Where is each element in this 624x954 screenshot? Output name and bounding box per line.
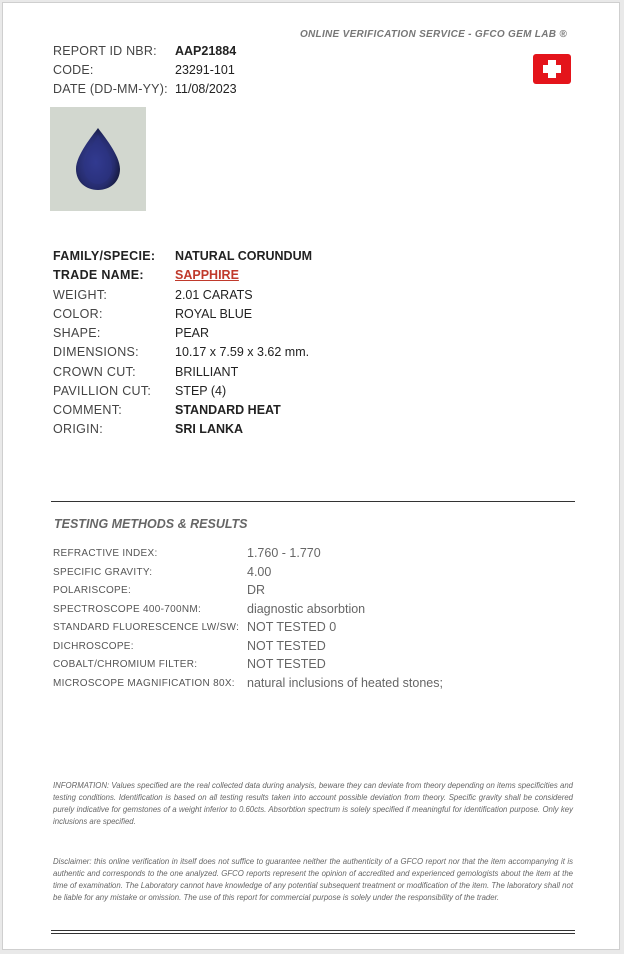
test-row — [53, 676, 443, 690]
code-label: CODE: — [53, 63, 94, 77]
test-row — [53, 602, 366, 616]
spec-value: STANDARD HEAT — [175, 403, 281, 417]
test-row — [53, 639, 326, 653]
spec-label: COLOR: — [53, 307, 103, 321]
test-label: SPECTROSCOPE 400-700NM: — [53, 604, 202, 615]
test-label: MICROSCOPE MAGNIFICATION 80X: — [53, 678, 235, 689]
spec-row-comment — [53, 403, 281, 417]
gem-photo — [50, 107, 146, 211]
divider — [51, 501, 575, 502]
spec-row-crown-cut — [53, 365, 238, 379]
swiss-flag-icon — [533, 54, 571, 84]
test-row — [53, 565, 272, 579]
spec-row-color — [53, 307, 252, 321]
report-page — [2, 2, 620, 950]
spec-row-weight — [53, 288, 253, 302]
test-row — [53, 620, 337, 634]
spec-row-origin — [53, 422, 243, 436]
spec-label: TRADE NAME: — [53, 268, 144, 282]
spec-label: SHAPE: — [53, 326, 101, 340]
spec-row-family — [53, 249, 312, 263]
code-value: 23291-101 — [175, 63, 235, 77]
spec-label: COMMENT: — [53, 403, 123, 417]
test-row — [53, 657, 326, 671]
pear-gem-image — [74, 127, 122, 191]
spec-row-trade-name — [53, 268, 239, 282]
report-id-value: AAP21884 — [175, 44, 237, 58]
spec-value: BRILLIANT — [175, 365, 239, 379]
spec-value: STEP (4) — [175, 384, 227, 398]
test-label: POLARISCOPE: — [53, 585, 132, 596]
report-id-row — [53, 44, 236, 58]
service-title: ONLINE VERIFICATION SERVICE - GFCO GEM LAB ® — [299, 29, 567, 40]
spec-value: 10.17 x 7.59 x 3.62 mm. — [175, 345, 310, 359]
spec-label: ORIGIN: — [53, 422, 104, 436]
spec-label: DIMENSIONS: — [53, 345, 139, 359]
test-row — [53, 546, 321, 560]
test-value: 1.760 - 1.770 — [247, 546, 321, 560]
test-label: COBALT/CHROMIUM FILTER: — [53, 659, 198, 670]
spec-label: CROWN CUT: — [53, 365, 136, 379]
spec-value: 2.01 CARATS — [175, 288, 253, 302]
test-label: REFRACTIVE INDEX: — [53, 548, 158, 559]
spec-label: WEIGHT: — [53, 288, 108, 302]
disclaimer-note: Disclaimer: this online verification in itself does not suffice to guarantee neither the authenticity of a GFCO report nor that the item accompanying it is authentic and corresponds to the one analyzed. GFCO reports represent the opinion of accredited and experienced gemologists about the item at the time of examination. The Laboratory cannot have knowledge of any potential subsequent treatment or modification of the item. The laboratory shall not be liable for any mistake or omission. The use of this report for commercial purpose is solely under the responsibility of the trader. — [53, 857, 573, 902]
test-value: NOT TESTED — [247, 639, 326, 653]
test-value: NOT TESTED 0 — [247, 620, 337, 634]
footer-rule — [51, 930, 575, 931]
information-note: INFORMATION: Values specified are the real collected data during analysis, beware they can deviate from theory depending on items specificities and testing conditions. Identification is based on all testing results taken into account possible deviation from theory. Specific gravity shall be considered purely indicative for gemstones of a weight inferior to 0.60cts. Absorbtion spectrum is solely specified if meaningful for identification purpose. Only key inclusions are specified. — [53, 781, 573, 826]
test-label: STANDARD FLUORESCENCE LW/SW: — [53, 622, 240, 633]
test-value: diagnostic absorbtion — [247, 602, 366, 616]
footer-rule — [51, 933, 575, 934]
spec-value: PEAR — [175, 326, 210, 340]
test-value: DR — [247, 583, 266, 597]
date-row — [53, 82, 237, 96]
test-value: 4.00 — [247, 565, 272, 579]
test-row — [53, 583, 266, 597]
spec-value: SRI LANKA — [175, 422, 244, 436]
section-title: TESTING METHODS & RESULTS — [54, 517, 248, 531]
test-label: DICHROSCOPE: — [53, 641, 134, 652]
test-value: NOT TESTED — [247, 657, 326, 671]
code-row — [53, 63, 235, 77]
spec-value: SAPPHIRE — [175, 268, 239, 282]
spec-row-pavillion-cut — [53, 384, 226, 398]
spec-row-shape — [53, 326, 209, 340]
test-label: SPECIFIC GRAVITY: — [53, 567, 153, 578]
date-value: 11/08/2023 — [175, 82, 237, 96]
report-id-label: REPORT ID NBR: — [53, 44, 157, 58]
spec-value: NATURAL CORUNDUM — [175, 249, 313, 263]
test-value: natural inclusions of heated stones; — [247, 676, 443, 690]
spec-row-dimensions — [53, 345, 309, 359]
date-label: DATE (DD-MM-YY): — [53, 82, 168, 96]
spec-value: ROYAL BLUE — [175, 307, 253, 321]
spec-label: PAVILLION CUT: — [53, 384, 152, 398]
spec-label: FAMILY/SPECIE: — [53, 249, 156, 263]
